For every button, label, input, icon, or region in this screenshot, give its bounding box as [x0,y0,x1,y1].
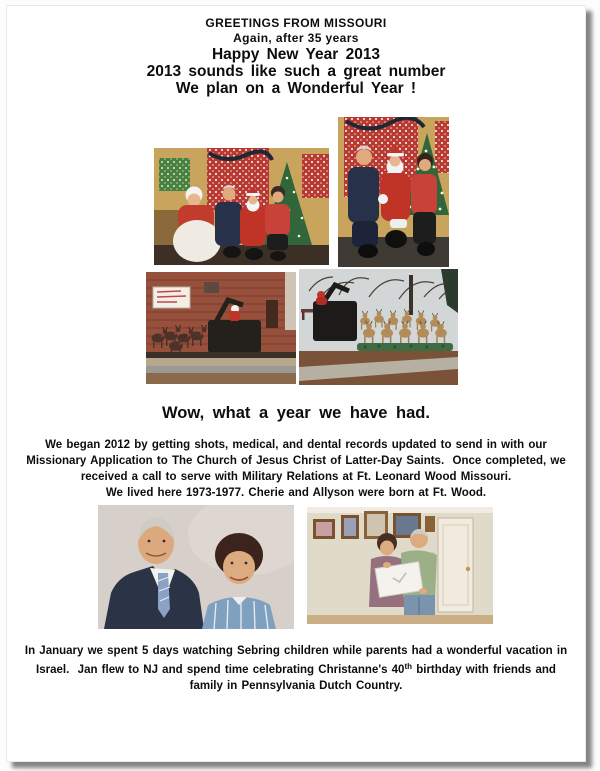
photo-santa-group-wide [154,148,329,265]
newsletter-sheet [6,5,586,762]
paragraph-missionary-line3: received a call to serve with Military Relations at Ft. Leonard Wood Missouri. [80,471,512,483]
header-line-great-number: 2013 sounds like such a great number [146,63,446,80]
photo-reindeer-herd [299,269,458,385]
header-line-happy-new-year: Happy New Year 2013 [211,46,381,63]
photo-brick-building-sleigh [146,272,296,384]
january-line2-text-after: birthday with friends and [412,664,556,676]
christmas-photo-collage [7,110,585,390]
header-line-greetings: GREETINGS FROM MISSOURI [205,16,387,30]
paragraph-missionary [7,437,585,501]
photo-couple-portrait [98,505,294,629]
paragraph-january-line1: In January we spent 5 days watching Sebring children while parents had a wonderful vacation in [24,645,568,657]
paragraph-january-line2 [7,659,585,678]
paragraph-january-line3: family in Pennsylvania Dutch Country. [189,680,403,692]
newsletter-header [7,6,585,97]
header-line-wonderful-year: We plan on a Wonderful Year ! [175,80,417,97]
ordinal-suffix: th [404,662,413,671]
photo-santa-group-close [338,117,449,267]
paragraph-missionary-line1: We began 2012 by getting shots, medical, and dental records updated to send in with our [45,439,547,451]
paragraph-missionary-line4: We lived here 1973-1977. Cherie and Allyson were born at Ft. Wood. [105,487,487,499]
header-line-again: Again, after 35 years [233,31,359,45]
paragraph-missionary-line2: Missionary Application to The Church of Jesus Christ of Latter-Day Saints. Once completed, we [26,455,566,467]
couple-photo-row [7,505,585,631]
wow-heading: Wow, what a year we have had. [162,404,430,422]
january-line2-text: Israel. Jan flew to NJ and spend time celebrating Christanne's 40 [36,664,405,676]
photo-couple-certificate [307,507,493,624]
paragraph-january [7,643,585,694]
